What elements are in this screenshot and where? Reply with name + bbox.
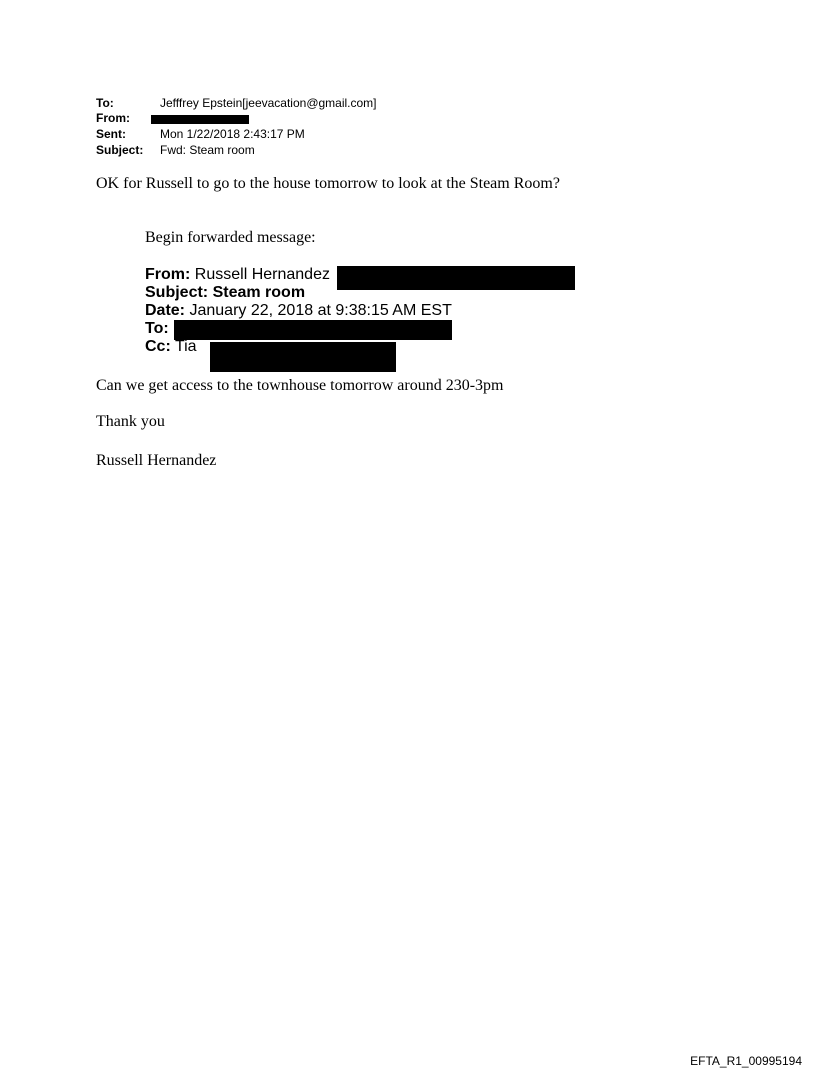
forwarded-cc-label: Cc:	[145, 338, 171, 355]
forwarded-subject-row	[145, 284, 305, 302]
header-subject-label: Subject:	[96, 143, 144, 157]
forwarded-subject-label: Subject:	[145, 284, 209, 301]
forwarded-to-redaction	[174, 320, 452, 340]
forwarded-date-row	[145, 302, 452, 320]
header-sent-label: Sent:	[96, 127, 126, 141]
header-sent-value: Mon 1/22/2018 2:43:17 PM	[160, 127, 305, 141]
intro-text: OK for Russell to go to the house tomorrow to look at the Steam Room?	[96, 175, 560, 192]
header-to-value: Jefffrey Epstein[jeevacation@gmail.com]	[160, 96, 377, 110]
forwarded-to-label: To:	[145, 320, 169, 337]
message-signature: Russell Hernandez	[96, 452, 217, 469]
header-from-label: From:	[96, 111, 130, 125]
forwarded-date-label: Date:	[145, 302, 186, 319]
document-id: EFTA_R1_00995194	[690, 1054, 802, 1068]
forwarded-date-value: January 22, 2018 at 9:38:15 AM EST	[189, 302, 452, 319]
header-subject-value: Fwd: Steam room	[160, 143, 255, 157]
forwarded-subject-value: Steam room	[212, 284, 306, 301]
forwarded-cc-redaction	[210, 342, 396, 372]
forwarded-to-row	[145, 320, 169, 338]
forwarded-from-label: From:	[145, 266, 191, 283]
forwarded-from-name: Russell Hernandez	[194, 266, 330, 283]
forwarded-cc-row	[145, 338, 197, 356]
header-from-redaction	[151, 115, 249, 124]
forwarded-from-redaction	[337, 266, 575, 290]
message-line-2: Thank you	[96, 413, 165, 430]
forward-note: Begin forwarded message:	[145, 229, 316, 246]
forwarded-cc-value: Tia	[174, 338, 197, 355]
header-to-label: To:	[96, 96, 114, 110]
forwarded-from-row	[145, 266, 330, 284]
message-line-1: Can we get access to the townhouse tomorrow around 230-3pm	[96, 377, 504, 394]
